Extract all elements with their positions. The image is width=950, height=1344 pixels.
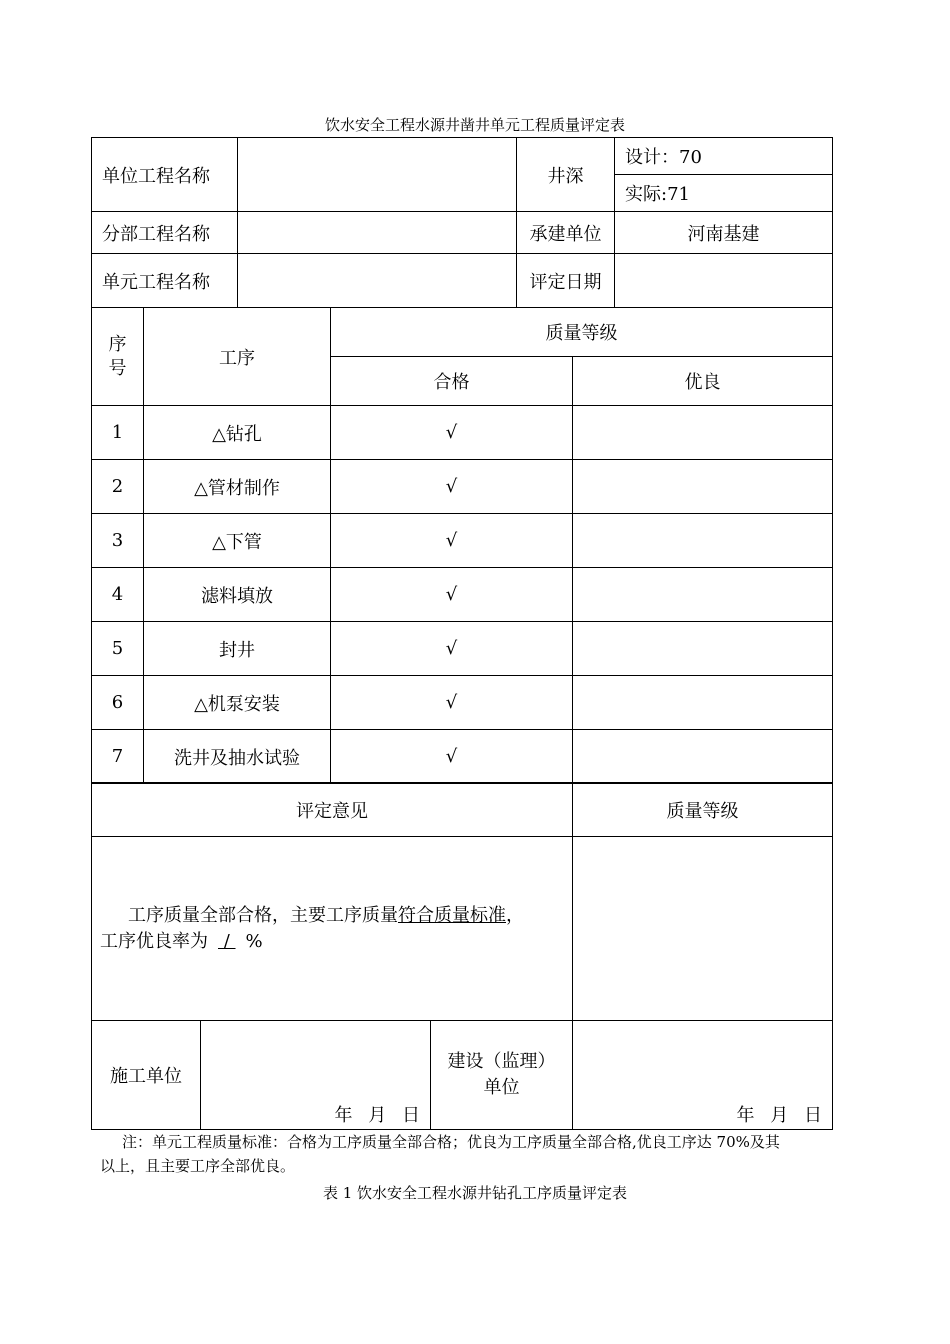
unit-project-label: 单位工程名称 — [91, 137, 238, 212]
row-seq: 6 — [91, 675, 144, 730]
row-pass-mark: √ — [330, 405, 573, 460]
pass-header: 合格 — [330, 356, 573, 406]
supervisor-label-line2: 单位 — [483, 1077, 520, 1098]
eval-date-label: 评定日期 — [516, 253, 615, 308]
row-pass-mark: √ — [330, 567, 573, 622]
row-pass-mark: √ — [330, 513, 573, 568]
row-pass-mark: √ — [330, 459, 573, 514]
row-excellent-mark — [572, 513, 833, 568]
seq-header-label: 序号 — [108, 333, 127, 379]
row-seq: 1 — [91, 405, 144, 460]
grade-header: 质量等级 — [330, 307, 833, 357]
supervisor-date: 年 月 日 — [736, 1105, 822, 1126]
construction-date: 年 月 日 — [334, 1105, 420, 1126]
page-title: 饮水安全工程水源井凿井单元工程质量评定表 — [324, 116, 625, 134]
row-process: △管材制作 — [143, 459, 331, 514]
assessment-grade-label: 质量等级 — [572, 782, 833, 837]
note-line1: 注：单元工程质量标准：合格为工序质量全部合格；优良为工序质量全部合格,优良工序达 70%及其 — [122, 1133, 780, 1151]
excellence-rate-value: / — [218, 931, 236, 952]
row-excellent-mark — [572, 675, 833, 730]
excellence-rate-suffix: % — [245, 931, 263, 952]
sub-project-value — [237, 211, 517, 254]
row-excellent-mark — [572, 567, 833, 622]
unit-project-value — [237, 137, 517, 212]
element-project-value — [237, 253, 517, 308]
sub-project-label: 分部工程名称 — [91, 211, 238, 254]
table-caption: 表 1 饮水安全工程水源井钻孔工序质量评定表 — [322, 1184, 628, 1202]
opinion-text — [100, 903, 564, 955]
excellence-rate-prefix: 工序优良率为 — [100, 931, 208, 952]
contractor-value: 河南基建 — [614, 211, 833, 254]
note-line2: 以上，且主要工序全部优良。 — [100, 1157, 296, 1175]
construction-signature-box — [200, 1020, 431, 1130]
seq-header — [91, 307, 144, 406]
row-excellent-mark — [572, 729, 833, 784]
opinion-box — [91, 836, 573, 1021]
opinion-text-underlined: 符合质量标准 — [398, 905, 506, 926]
design-depth: 设计：70 — [614, 137, 833, 175]
row-process: 封井 — [143, 621, 331, 676]
row-seq: 7 — [91, 729, 144, 784]
opinion-line1 — [100, 903, 564, 929]
element-project-label: 单元工程名称 — [91, 253, 238, 308]
supervisor-signature-box — [572, 1020, 833, 1130]
row-excellent-mark — [572, 405, 833, 460]
row-process: △下管 — [143, 513, 331, 568]
row-pass-mark: √ — [330, 621, 573, 676]
row-seq: 5 — [91, 621, 144, 676]
excellent-header: 优良 — [572, 356, 833, 406]
row-process: 滤料填放 — [143, 567, 331, 622]
opinion-text-part2: ， — [506, 905, 524, 926]
row-pass-mark: √ — [330, 675, 573, 730]
row-pass-mark: √ — [330, 729, 573, 784]
row-process: △机泵安装 — [143, 675, 331, 730]
process-header: 工序 — [143, 307, 331, 406]
eval-date-value — [614, 253, 833, 308]
supervisor-label-line1: 建设（监理） — [447, 1051, 556, 1072]
opinion-label: 评定意见 — [91, 782, 573, 837]
row-excellent-mark — [572, 621, 833, 676]
row-seq: 2 — [91, 459, 144, 514]
row-seq: 4 — [91, 567, 144, 622]
well-depth-label: 井深 — [516, 137, 615, 212]
opinion-line2 — [100, 929, 564, 955]
row-process: 洗井及抽水试验 — [143, 729, 331, 784]
supervisor-label — [430, 1020, 573, 1130]
row-process: △钻孔 — [143, 405, 331, 460]
opinion-text-part1: 工序质量全部合格，主要工序质量 — [128, 905, 398, 926]
contractor-label: 承建单位 — [516, 211, 615, 254]
row-excellent-mark — [572, 459, 833, 514]
actual-depth: 实际:71 — [614, 174, 833, 212]
row-seq: 3 — [91, 513, 144, 568]
construction-unit-label: 施工单位 — [91, 1020, 201, 1130]
assessment-grade-value — [572, 836, 833, 1021]
